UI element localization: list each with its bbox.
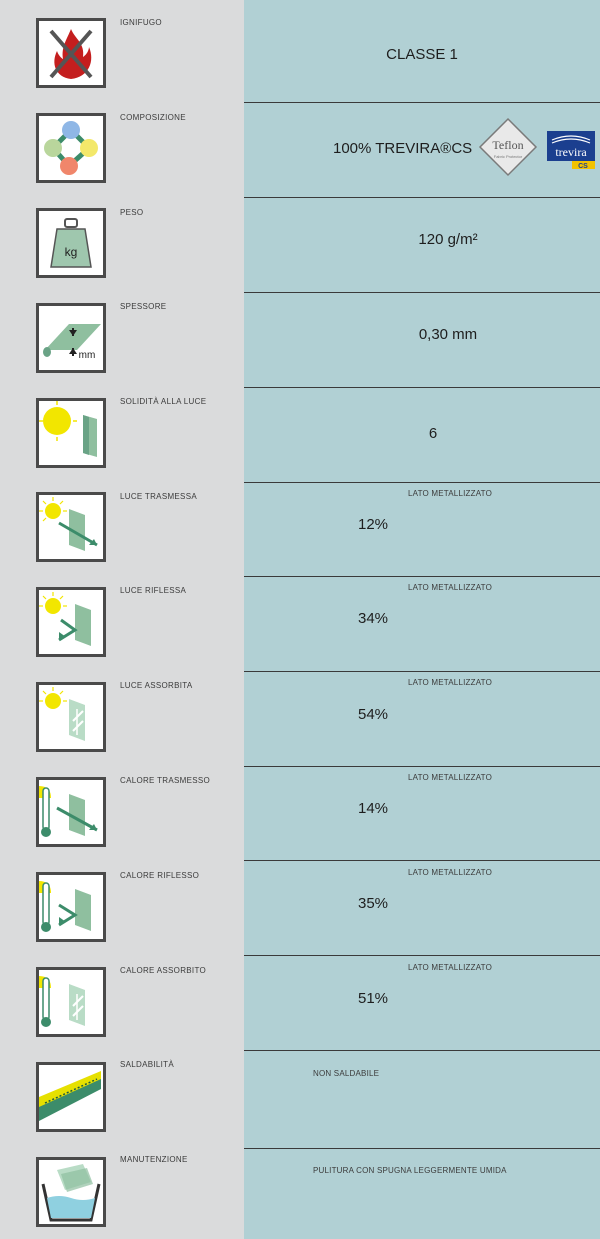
row-label: CALORE RIFLESSO xyxy=(120,871,200,880)
trevira-logo xyxy=(546,130,596,170)
row-divider xyxy=(244,102,600,103)
row-value: 54% xyxy=(358,706,389,723)
row-label: LUCE TRASMESSA xyxy=(120,492,197,501)
heat-transmitted-icon xyxy=(36,777,106,847)
row-value: 100% TREVIRA®CS xyxy=(333,140,473,157)
row-label: COMPOSIZIONE xyxy=(120,113,186,122)
row-divider xyxy=(244,1050,600,1051)
row-sublabel: LATO METALLIZZATO xyxy=(408,868,493,877)
row-label: SOLIDITÀ ALLA LUCE xyxy=(120,397,207,406)
row-value: 120 g/m² xyxy=(418,231,478,248)
heat-reflected-icon xyxy=(36,872,106,942)
teflon-logo-text: Teflon xyxy=(492,138,524,152)
row-value: 0,30 mm xyxy=(418,326,478,343)
light-reflected-icon xyxy=(36,587,106,657)
row-label: CALORE ASSORBITO xyxy=(120,966,207,975)
trevira-logo-badge: CS xyxy=(578,163,588,170)
row-label: IGNIFUGO xyxy=(120,18,162,27)
row-label: SPESSORE xyxy=(120,302,167,311)
row-sublabel: LATO METALLIZZATO xyxy=(408,489,493,498)
thickness-icon xyxy=(36,303,106,373)
welding-icon xyxy=(36,1062,106,1132)
trevira-logo-text: trevira xyxy=(555,145,587,159)
row-label: SALDABILITÀ xyxy=(120,1060,174,1069)
row-divider xyxy=(244,576,600,577)
row-divider xyxy=(244,955,600,956)
row-label: CALORE TRASMESSO xyxy=(120,776,211,785)
row-note: PULITURA CON SPUGNA LEGGERMENTE UMIDA xyxy=(313,1166,507,1175)
row-label: LUCE RIFLESSA xyxy=(120,586,187,595)
teflon-logo-tagline: Fabric Protector xyxy=(493,154,523,159)
row-sublabel: LATO METALLIZZATO xyxy=(408,583,493,592)
value-column xyxy=(244,0,600,1239)
light-absorbed-icon xyxy=(36,682,106,752)
row-divider xyxy=(244,766,600,767)
row-label: LUCE ASSORBITA xyxy=(120,681,193,690)
heat-absorbed-icon xyxy=(36,967,106,1037)
weight-kg-icon xyxy=(36,208,106,278)
row-value: 12% xyxy=(358,516,389,533)
washing-icon xyxy=(36,1157,106,1227)
row-divider xyxy=(244,197,600,198)
row-value: CLASSE 1 xyxy=(386,46,458,63)
light-transmitted-icon xyxy=(36,492,106,562)
row-divider xyxy=(244,671,600,672)
thickness-mm-text: mm xyxy=(78,350,96,361)
row-label: MANUTENZIONE xyxy=(120,1155,188,1164)
row-note: NON SALDABILE xyxy=(313,1069,380,1078)
row-value: 6 xyxy=(428,425,438,442)
row-divider xyxy=(244,482,600,483)
row-value: 51% xyxy=(358,990,389,1007)
row-divider xyxy=(244,387,600,388)
row-sublabel: LATO METALLIZZATO xyxy=(408,963,493,972)
row-divider xyxy=(244,1148,600,1149)
row-value: 34% xyxy=(358,610,389,627)
row-sublabel: LATO METALLIZZATO xyxy=(408,678,493,687)
row-divider xyxy=(244,292,600,293)
sun-fastness-icon xyxy=(36,398,106,468)
row-sublabel: LATO METALLIZZATO xyxy=(408,773,493,782)
row-label: PESO xyxy=(120,208,144,217)
teflon-logo xyxy=(478,117,538,177)
weight-kg-text: kg xyxy=(64,245,78,259)
row-divider xyxy=(244,860,600,861)
row-value: 14% xyxy=(358,800,389,817)
no-fire-icon xyxy=(36,18,106,88)
row-value: 35% xyxy=(358,895,389,912)
molecule-icon xyxy=(36,113,106,183)
